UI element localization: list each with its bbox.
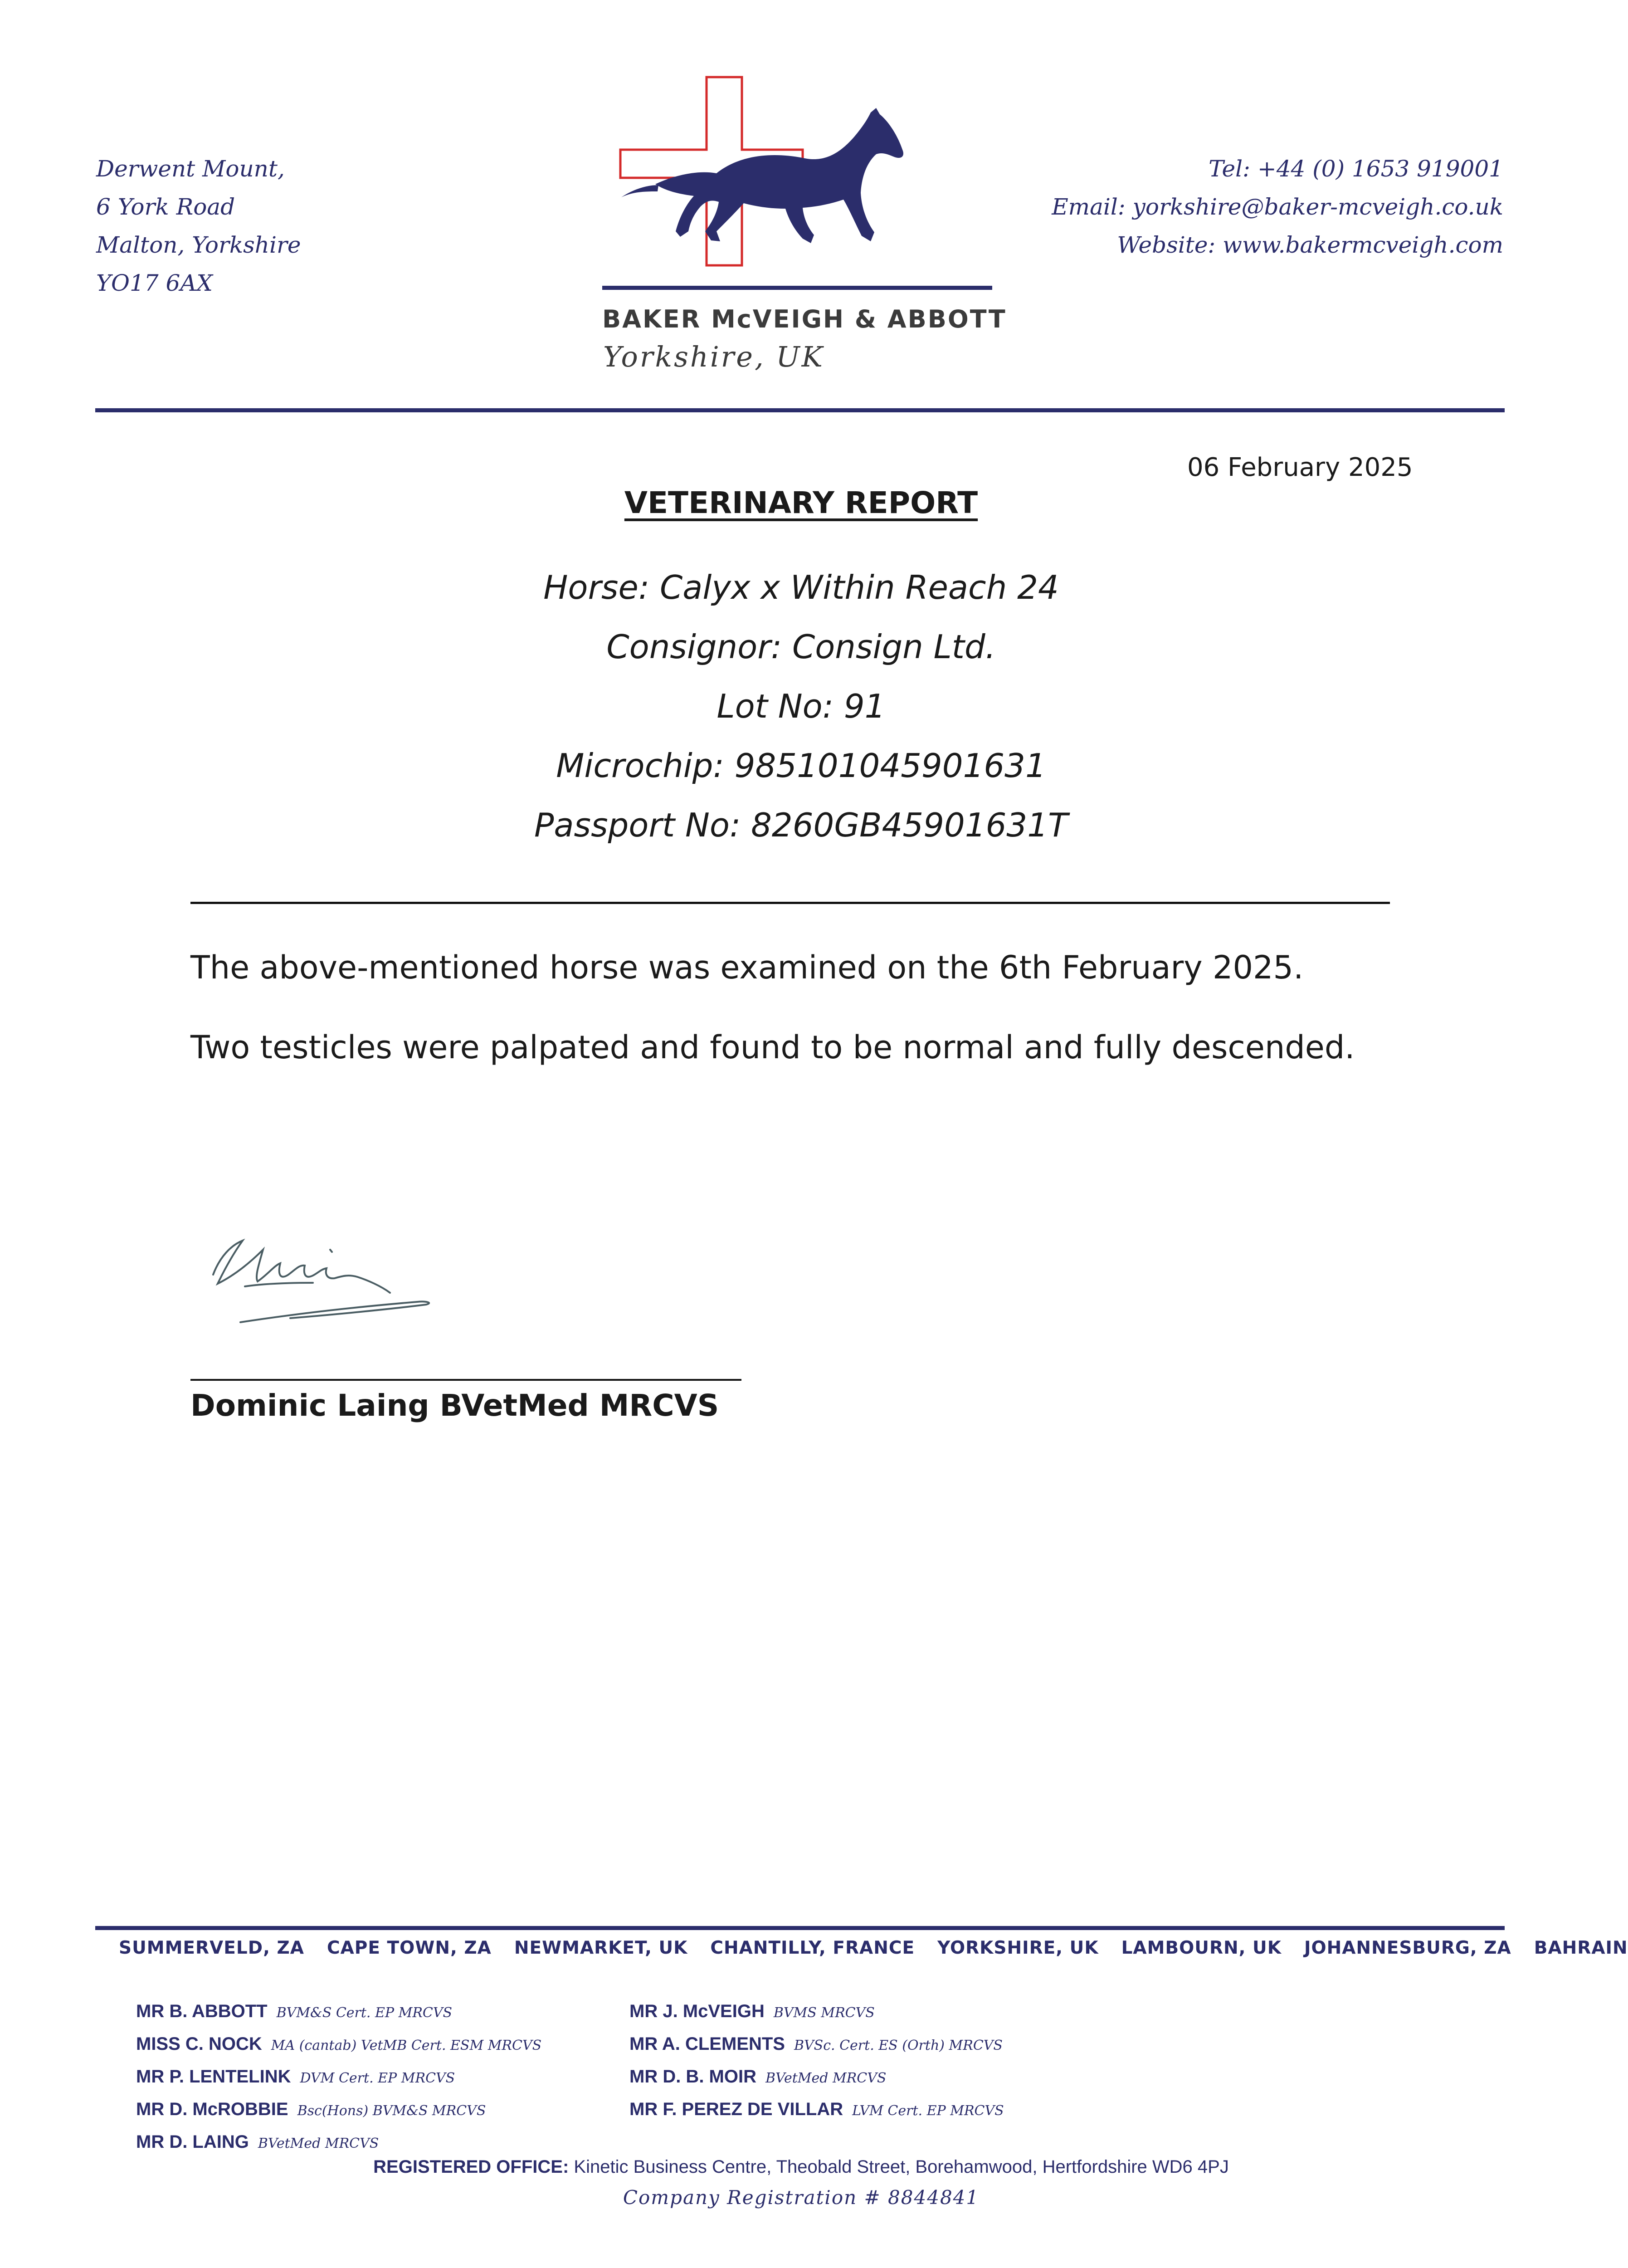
handwritten-signature [200,1207,508,1343]
staff-name: MR D. B. MOIR [629,2067,756,2087]
staff-entry [629,1996,1004,2028]
findings-paragraph: Two testicles were palpated and found to be normal and fully descended. [190,1029,1355,1066]
office-item: SUMMERVELD, ZA [119,1938,304,1958]
staff-name: MR P. LENTELINK [136,2067,291,2087]
report-date: 06 February 2025 [1187,453,1413,482]
address-line: 6 York Road [96,194,235,220]
office-item: BAHRAIN [1534,1938,1628,1958]
contact-block [1052,150,1503,264]
staff-qualification: Bsc(Hons) BVM&S MRCVS [297,2103,486,2119]
passport-number: Passport No: 8260GB45901631T [534,806,1068,844]
staff-name: MR D. McROBBIE [136,2099,288,2119]
horse-details [0,558,1602,855]
firm-location: Yorkshire, UK [603,340,824,373]
staff-name: MR D. LAING [136,2132,249,2152]
staff-qualification: BVSc. Cert. ES (Orth) MRCVS [794,2038,1003,2053]
office-item: JOHANNESBURG, ZA [1304,1938,1511,1958]
staff-entry [629,2028,1004,2061]
header-divider [95,408,1505,412]
office-item: NEWMARKET, UK [514,1938,688,1958]
signature-line [190,1379,741,1381]
staff-name: MR J. McVEIGH [629,2001,765,2021]
contact-website: Website: www.bakermcveigh.com [1117,232,1503,258]
staff-qualification: BVM&S Cert. EP MRCVS [276,2005,453,2021]
staff-qualification: DVM Cert. EP MRCVS [300,2070,455,2086]
staff-name: MR A. CLEMENTS [629,2034,785,2054]
consignor: Consignor: Consign Ltd. [606,628,996,666]
contact-phone: Tel: +44 (0) 1653 919001 [1209,156,1503,182]
contact-email: Email: yorkshire@baker-mcveigh.co.uk [1052,194,1503,220]
office-item: LAMBOURN, UK [1121,1938,1282,1958]
firm-name: BAKER McVEIGH & ABBOTT [602,305,1007,333]
office-item: CAPE TOWN, ZA [327,1938,492,1958]
staff-entry [136,2028,541,2061]
company-registration: Company Registration # 8844841 [623,2186,980,2209]
staff-name: MR B. ABBOTT [136,2001,268,2021]
staff-entry [136,1996,541,2028]
address-line: Derwent Mount, [96,156,285,182]
staff-entry [136,2126,541,2159]
exam-paragraph: The above-mentioned horse was examined on the 6th February 2025. [190,949,1304,986]
office-item: CHANTILLY, FRANCE [710,1938,915,1958]
staff-qualification: MA (cantab) VetMB Cert. ESM MRCVS [271,2038,542,2053]
staff-entry [629,2094,1004,2126]
section-divider [190,902,1390,904]
staff-entry [136,2094,541,2126]
staff-entry [136,2061,541,2094]
staff-name: MR F. PEREZ DE VILLAR [629,2099,843,2119]
staff-qualification: LVM Cert. EP MRCVS [852,2103,1004,2119]
staff-entry [629,2061,1004,2094]
staff-list-right [629,1996,1004,2126]
footer-divider [95,1926,1505,1930]
staff-qualification: BVetMed MRCVS [258,2136,379,2151]
address-line: YO17 6AX [96,270,213,296]
staff-list-left [136,1996,541,2159]
lot-number: Lot No: 91 [717,687,886,725]
staff-qualification: BVMS MRCVS [773,2005,875,2021]
registered-office [0,2157,1602,2177]
registered-office-address: Kinetic Business Centre, Theobald Street, Borehamwood, Hertfordshire WD6 4PJ [574,2157,1229,2177]
address-line: Malton, Yorkshire [96,232,301,258]
horse-name: Horse: Calyx x Within Reach 24 [543,568,1059,606]
office-item: YORKSHIRE, UK [937,1938,1099,1958]
office-locations [119,1938,1628,1958]
registered-office-label: REGISTERED OFFICE: [373,2157,569,2177]
microchip: Microchip: 985101045901631 [556,747,1046,785]
report-title: VETERINARY REPORT [624,485,978,520]
staff-name: MISS C. NOCK [136,2034,262,2054]
signer-name: Dominic Laing BVetMed MRCVS [190,1388,719,1423]
address-block [96,150,301,302]
staff-qualification: BVetMed MRCVS [765,2070,887,2086]
